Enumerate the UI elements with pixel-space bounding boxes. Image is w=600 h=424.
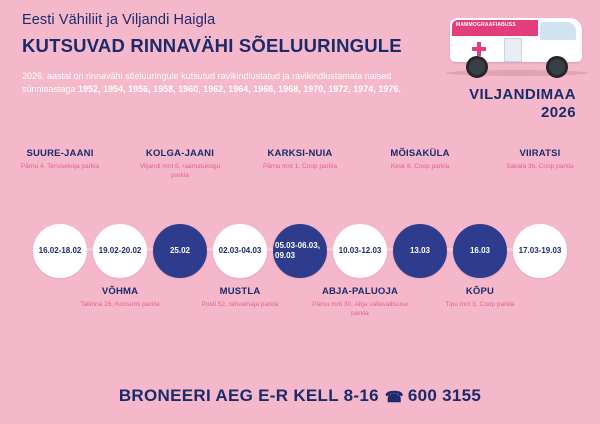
stop-dates: 13.03: [409, 246, 431, 255]
stop-address: Pärnu mnt 30, Abja vallavalitsuse parkla: [312, 301, 408, 317]
stop-address: Kesk 8, Coop parkla: [390, 163, 450, 170]
timeline-stop-abja-paluoja[interactable]: [312, 286, 408, 318]
stop-dates: 16.03: [469, 246, 491, 255]
stop-address: Pärnu mnt 1, Coop parkla: [262, 163, 338, 170]
page-title-line1: Eesti Vähiliit ja Viljandi Haigla: [22, 12, 216, 28]
stop-dates: 16.02-18.02: [38, 246, 82, 255]
timeline-stop-moisakula[interactable]: [372, 148, 468, 171]
stop-date-bubble-vohma[interactable]: [93, 224, 147, 278]
stop-date-bubble-abja-paluoja[interactable]: [333, 224, 387, 278]
region-heading: [469, 86, 576, 122]
stop-name: SUURE-JAANI: [26, 148, 94, 159]
bus-wheel-front: [466, 56, 488, 78]
stop-name: ABJA-PALUOJA: [321, 286, 399, 297]
mammography-bus-illustration: [442, 4, 594, 82]
bus-door: [504, 38, 522, 62]
stop-name: KARKSI-NUIA: [267, 148, 333, 159]
timeline-stop-kopu[interactable]: [432, 286, 528, 309]
region-label: VILJANDIMAA: [469, 86, 576, 103]
timeline-stop-viiratsi[interactable]: [492, 148, 588, 171]
intro-birth-years: 1952, 1954, 1956, 1958, 1960, 1962, 1964, 1966, 1968, 1970, 1972, 1974, 1976.: [78, 84, 401, 94]
stop-address: Pärnu 4, Tervisekoja parkla: [20, 163, 100, 170]
booking-text: BRONEERI AEG E-R KELL 8-16: [118, 386, 379, 405]
stop-dates: 25.02: [169, 246, 191, 255]
stop-dates: 10.03-12.03: [338, 246, 382, 255]
booking-phone[interactable]: 600 3155: [407, 386, 482, 405]
stop-name: VIIRATSI: [519, 148, 561, 159]
stop-address: Tallinna 26, Konsumi parkla: [80, 301, 160, 308]
bus-window: [540, 22, 576, 40]
timeline-stop-kolga-jaani[interactable]: [132, 148, 228, 180]
stop-dates: 05.03-06.03, 09.03: [275, 241, 320, 260]
stop-date-bubble-karksi-nuia[interactable]: [273, 224, 327, 278]
booking-footer: [0, 386, 600, 406]
stop-date-bubble-kopu[interactable]: [453, 224, 507, 278]
header: [0, 0, 600, 138]
stop-dates: 19.02-20.02: [98, 246, 142, 255]
stop-name: MUSTLA: [219, 286, 261, 297]
stop-address: Posti 52, rahvamaja parkla: [201, 301, 279, 308]
stop-date-bubble-mustla[interactable]: [213, 224, 267, 278]
stop-address: Viljandi mnt 6, raamatukogu parkla: [139, 163, 221, 179]
stop-name: VÕHMA: [101, 286, 139, 297]
page-title-line2: KUTSUVAD RINNAVÄHI SÕELUURINGULE: [22, 35, 402, 56]
timeline-stop-vohma[interactable]: [72, 286, 168, 309]
intro-text-part1: 2026. aastal on rinnavähi sõeluuringule kutsutud ravikindlustatud ja ravikindlustamata naised sünniaastaga: [22, 71, 392, 94]
intro-text: [22, 70, 402, 96]
stop-date-bubble-suure-jaani[interactable]: [33, 224, 87, 278]
stop-dates: 02.03-04.03: [218, 246, 262, 255]
stop-date-bubble-viiratsi[interactable]: [513, 224, 567, 278]
region-year: 2026: [541, 104, 576, 121]
timeline-stop-karksi-nuia[interactable]: [252, 148, 348, 171]
stop-date-bubble-moisakula[interactable]: [393, 224, 447, 278]
stop-name: KÕPU: [465, 286, 495, 297]
stop-date-bubble-kolga-jaani[interactable]: [153, 224, 207, 278]
timeline-stop-suure-jaani[interactable]: [12, 148, 108, 171]
timeline: [0, 148, 600, 348]
stop-name: KOLGA-JAANI: [145, 148, 215, 159]
stop-address: Sakala 3b, Coop parkla: [506, 163, 574, 170]
stop-dates: 17.03-19.03: [518, 246, 562, 255]
phone-icon: ☎: [384, 389, 404, 406]
stop-name: MÕISAKÜLA: [390, 148, 450, 159]
bus-wheel-rear: [546, 56, 568, 78]
medical-cross-icon: [472, 42, 486, 56]
timeline-stop-mustla[interactable]: [192, 286, 288, 309]
stop-address: Tipu mnt 3, Coop parkla: [445, 301, 515, 308]
bus-stripe-label: MAMMOGRAAFIABUSS: [456, 22, 516, 28]
